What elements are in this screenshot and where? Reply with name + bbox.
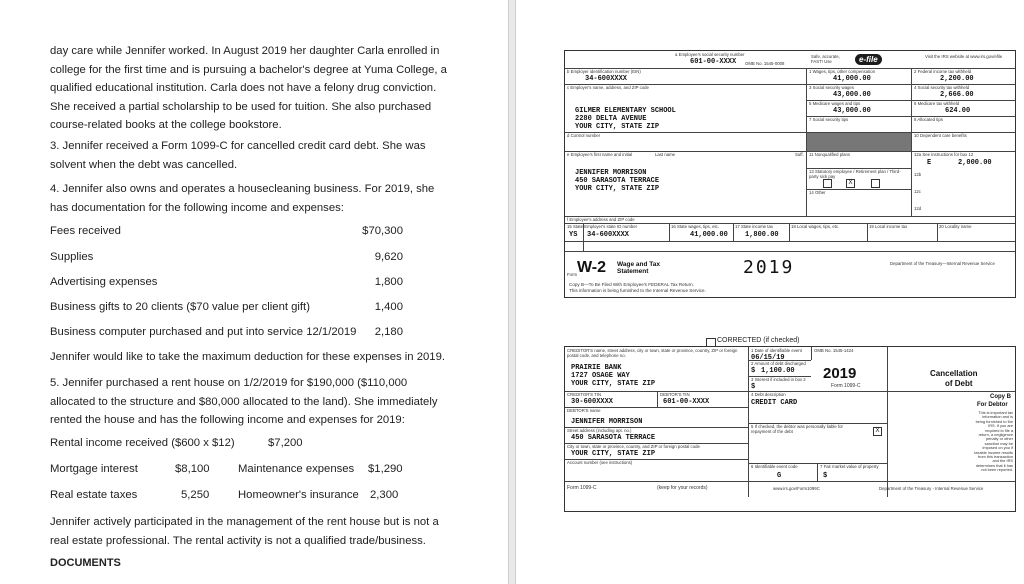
w2-box18-label: 18 Local wages, tips, etc. [791, 224, 840, 229]
w2-box6-label: 6 Medicare tax withheld [914, 101, 960, 106]
documents-heading: DOCUMENTS [50, 557, 121, 569]
w2-employee-name: JENNIFER MORRISON [575, 169, 647, 177]
c-city-label: City or town, state or province, country, and ZIP or foreign postal code [567, 444, 700, 449]
w2-box2-label: 2 Federal income tax withheld [914, 69, 972, 74]
w2-box20-label: 20 Locality name [939, 224, 972, 229]
w2-box12c: 12c [914, 189, 921, 194]
w2-employee-first-label: e Employee's first name and initial [567, 152, 633, 157]
w2-box19-label: 19 Local income tax [869, 224, 908, 229]
c-footer-form: Form 1099-C [567, 485, 597, 491]
c-form-label: Form 1099-C [831, 383, 861, 389]
w2-box16-label: 16 State wages, tips, etc. [671, 224, 720, 229]
w2-box14-label: 14 Other [809, 190, 826, 195]
c-box5-checkbox: X [873, 427, 882, 436]
w2-ssn: 601-00-XXXX [690, 58, 737, 66]
c-box2: 1,100.00 [761, 367, 795, 375]
w2-form-title: Wage and Tax Statement [617, 261, 660, 275]
w2-box5: 43,000.00 [833, 107, 871, 115]
w2-dept: Department of the Treasury—Internal Revenue Service [890, 261, 995, 266]
business-amount-4: 2,180 [374, 326, 403, 338]
c-title-2: of Debt [945, 379, 973, 388]
w2-visit: Visit the IRS website at www.irs.gov/efile [925, 54, 1003, 59]
w2-box3: 43,000.00 [833, 91, 871, 99]
w2-box4-label: 4 Social security tax withheld [914, 85, 970, 90]
business-label-3: Business gifts to 20 clients ($70 value per client gift) [50, 301, 310, 313]
c-debtor-label: DEBTOR'S name [567, 408, 601, 413]
c-debtor-city: YOUR CITY, STATE ZIP [571, 450, 656, 458]
c-box2-label: 2 Amount of debt discharged [751, 361, 806, 366]
c-box1-label: 1 Date of identifiable event [751, 348, 802, 353]
c-for-debtor: For Debtor [977, 402, 1008, 408]
c-box3-label: 3 Interest if included in box 2 [751, 377, 806, 382]
w2-box4: 2,666.00 [940, 91, 974, 99]
c-copyb: Copy B [990, 394, 1011, 400]
w2-copy: Copy B—To Be Filed With Employee's FEDERAL Tax Return. [569, 282, 694, 287]
c-year: 2019 [823, 365, 857, 382]
w2-control-label: d Control number [567, 133, 601, 138]
c-title-1: Cancellation [930, 369, 978, 378]
maintenance-amount: $1,290 [368, 463, 403, 475]
w2-state: YS [569, 231, 578, 239]
c-footer-dept: Department of the Treasury - Internal Revenue Service [879, 486, 984, 491]
c-creditor-city: YOUR CITY, STATE ZIP [571, 380, 656, 388]
page-divider [508, 0, 516, 584]
item-4: 4. Jennifer also owns and operates a housecleaning business. For 2019, she has documentation for the following income and expenses: [50, 183, 435, 214]
right-page [516, 0, 1024, 584]
c-box4-label: 4 Debt description [751, 392, 786, 397]
w2-copy-note: This information is being furnished to the Internal Revenue Service. [569, 288, 706, 293]
w2-box5-label: 5 Medicare wages and tips [809, 101, 861, 106]
w2-sickpay-checkbox [871, 179, 880, 188]
c-account-label: Account number (see instructions) [567, 460, 633, 465]
w2-employee-address: 450 SARASOTA TERRACE [575, 177, 660, 185]
c-box6: G [777, 472, 782, 480]
w2-employer-address: 2280 DELTA AVENUE [575, 115, 647, 123]
form-1099c [564, 346, 1016, 512]
w2-employer-label: c Employer's name, address, and ZIP code [567, 85, 649, 90]
w2-box7-label: 7 Social security tips [809, 117, 849, 122]
w2-box15-label: 15 State Employer's state ID number [567, 224, 638, 229]
paragraph-childcare: day care while Jennifer worked. In August 2019 her daughter Carla enrolled in college for the first time and is pursuing a bachelor's degree at Yuma College, a qualified educational institution. Carla does not have a felony drug conviction. She received a partial scholarship to be used for tuition. She also purchased course-related books at the college bookstore. [50, 45, 447, 131]
c-box4: CREDIT CARD [751, 399, 798, 407]
business-amount-0: $70,300 [362, 225, 403, 237]
w2-box10-label: 10 Dependent care benefits [914, 133, 967, 138]
w2-box3-label: 3 Social security wages [809, 85, 854, 90]
w2-box6: 624.00 [945, 107, 971, 115]
c-dtin: 601-00-XXXX [663, 398, 710, 406]
w2-statutory-checkbox [823, 179, 832, 188]
c-box7-label: 7 Fair market value of property [820, 464, 879, 469]
rental-income-amount: $7,200 [268, 437, 303, 449]
business-label-1: Supplies [50, 251, 94, 263]
corrected-label: CORRECTED (if checked) [717, 337, 800, 344]
w2-box16: 41,000.00 [690, 231, 728, 239]
w2-suffix-label: Suff. [795, 152, 804, 157]
c-street-label: Street address (including apt. no.) [567, 428, 632, 433]
real-estate-tax-amount: 5,250 [181, 489, 210, 501]
c-omb: OMB No. 1545-1424 [814, 348, 854, 353]
w2-employer-name: GILMER ELEMENTARY SCHOOL [575, 107, 676, 115]
c-ctin-label: CREDITOR'S TIN [567, 392, 602, 397]
insurance-amount: 2,300 [370, 489, 399, 501]
w2-employer-city: YOUR CITY, STATE ZIP [575, 123, 660, 131]
w2-form-word: Form [567, 272, 578, 277]
w2-box12-label: 12a See instructions for box 12 [914, 152, 974, 157]
c-dtin-label: DEBTOR'S TIN [660, 392, 690, 397]
w2-ein-label: b Employer identification number (EIN) [567, 69, 641, 74]
c-creditor-name: PRAIRIE BANK [571, 364, 622, 372]
w2-box8-label: 8 Allocated tips [914, 117, 943, 122]
mortgage-label: Mortgage interest [50, 463, 138, 475]
c-box3-dollar: $ [751, 383, 756, 391]
w2-form-code: W-2 [577, 259, 607, 276]
c-creditor-address: 1727 OSAGE WAY [571, 372, 630, 380]
w2-state-id: 34-600XXXX [587, 231, 630, 239]
c-debtor-name: JENNIFER MORRISON [571, 418, 643, 426]
mortgage-amount: $8,100 [175, 463, 210, 475]
w2-box1-label: 1 Wages, tips, other compensation [809, 69, 875, 74]
max-deduction: Jennifer would like to take the maximum deduction for these expenses in 2019. [50, 351, 445, 363]
c-ctin: 30-600XXXX [571, 398, 614, 406]
w2-box12d: 12d [914, 206, 922, 211]
business-label-2: Advertising expenses [50, 276, 158, 288]
w2-box12-amount: 2,000.00 [958, 159, 992, 167]
c-box6-label: 6 Identifiable event code [751, 464, 798, 469]
c-footer-keep: (keep for your records) [657, 485, 708, 491]
c-box7: $ [823, 472, 828, 480]
business-label-4: Business computer purchased and put into service 12/1/2019 [50, 326, 357, 338]
w2-form [564, 50, 1016, 298]
insurance-label: Homeowner's insurance [238, 489, 359, 501]
c-footer-url: www.irs.gov/Form1099C [773, 486, 820, 491]
w2-box1: 41,000.00 [833, 75, 871, 83]
c-debtor-address: 450 SARASOTA TERRACE [571, 434, 656, 442]
left-page [0, 0, 508, 584]
w2-shaded-box9 [807, 133, 911, 151]
w2-box17: 1,800.00 [745, 231, 779, 239]
efile-logo: e-file [855, 54, 882, 65]
business-amount-2: 1,800 [374, 276, 403, 288]
c-side-note: This is important tax information and is being furnished to the IRS. If you are required to file a return, a negligence penalty or other sanction may be imposed on you if taxable income results from this transaction and the IRS determines that it has not been reported. [974, 410, 1013, 473]
c-box1: 06/15/19 [751, 354, 785, 362]
w2-box2: 2,200.00 [940, 75, 974, 83]
w2-retirement-checkbox: X [846, 179, 855, 188]
business-label-0: Fees received [50, 225, 121, 237]
w2-employee-last-label: Last name [655, 152, 676, 157]
w2-box13-label: 13 Statutory employee / Retirement plan / Third-party sick pay [809, 169, 901, 179]
w2-employee-address-label: f Employee's address and ZIP code [567, 217, 635, 222]
w2-omb: OMB No. 1545-0008 [745, 61, 785, 66]
w2-box17-label: 17 State income tax [735, 224, 773, 229]
w2-box12b: 12b [914, 172, 922, 177]
closing-paragraph: Jennifer actively participated in the management of the rent house but is not a real estate professional. The rental activity is not a qualified trade/business. [50, 516, 439, 547]
c-dollar-sign: $ [751, 367, 756, 375]
maintenance-label: Maintenance expenses [238, 463, 355, 475]
w2-box11-label: 11 Nonqualified plans [809, 152, 851, 157]
w2-ssn-label: a Employee's social security number [675, 52, 745, 57]
w2-year: 2019 [743, 257, 795, 278]
w2-safe: Safe, accurate, FAST! Use [811, 54, 840, 64]
business-amount-1: 9,620 [374, 251, 403, 263]
real-estate-tax-label: Real estate taxes [50, 489, 138, 501]
business-amount-3: 1,400 [374, 301, 403, 313]
c-creditor-label: CREDITOR'S name, street address, city or town, state or province, country, ZIP or foreign postal code, and telephone no. [567, 348, 738, 358]
item-3: 3. Jennifer received a Form 1099-C for cancelled credit card debt. She was solvent when the debt was cancelled. [50, 140, 426, 171]
c-box5-label: 5 If checked, the debtor was personally liable for repayment of the debt [751, 424, 843, 434]
rental-income-label: Rental income received ($600 x $12) [50, 437, 235, 449]
item-5: 5. Jennifer purchased a rent house on 1/2/2019 for $190,000 ($110,000 allocated to the structure and $80,000 allocated to the land). She immediately rented the house and has the following income and expenses for 2019: [50, 377, 438, 426]
w2-employee-city: YOUR CITY, STATE ZIP [575, 185, 660, 193]
w2-box12-code: E [927, 159, 932, 167]
w2-ein: 34-600XXXX [585, 75, 628, 83]
